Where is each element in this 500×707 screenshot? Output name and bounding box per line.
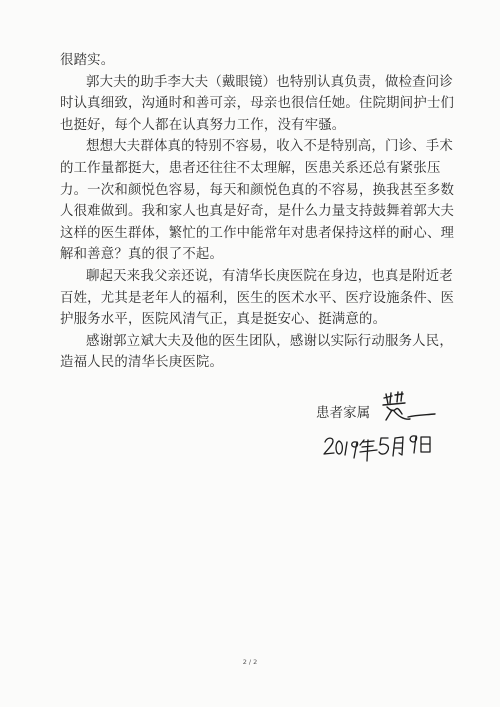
handwritten-date [322,428,437,464]
paragraph-1: 很踏实。 [60,53,115,68]
paragraph-2: 郭大夫的助手李大夫（戴眼镜）也特别认真负责，做检查问诊时认真细致，沟通时和善可亲，母亲也很信任她。住院期间护士们也挺好，每个人都在认真努力工作，没有牢骚。 [60,74,455,133]
paragraph-5: 感谢郭立斌大夫及他的医生团队，感谢以实际行动服务人民，造福人民的清华长庚医院。 [60,333,453,371]
signature-label: 患者家属 [316,406,371,421]
handwritten-signature [378,390,438,424]
letter-body [60,50,455,374]
page-number: 2 / 2 [242,658,258,666]
paragraph-3: 想想大夫群体真的特别不容易，收入不是特别高，门诊、手术的工作量都挺大，患者还往往不太理解，医患关系还总有紧张压力。一次和颜悦色容易，每天和颜悦色真的不容易，换我甚至多数人很难做到。我和家人也真是好奇，是什么力量支持鼓舞着郭大夫这样的医生群体，繁忙的工作中能常年对患者保持这样的耐心、理解和善意？真的很了不起。 [60,139,455,263]
paragraph-4: 聊起天来我父亲还说，有清华长庚医院在身边，也真是附近老百姓，尤其是老年人的福利，医生的医术水平、医疗设施条件、医护服务水平，医院风清气正，真是挺安心、挺满意的。 [60,268,455,328]
